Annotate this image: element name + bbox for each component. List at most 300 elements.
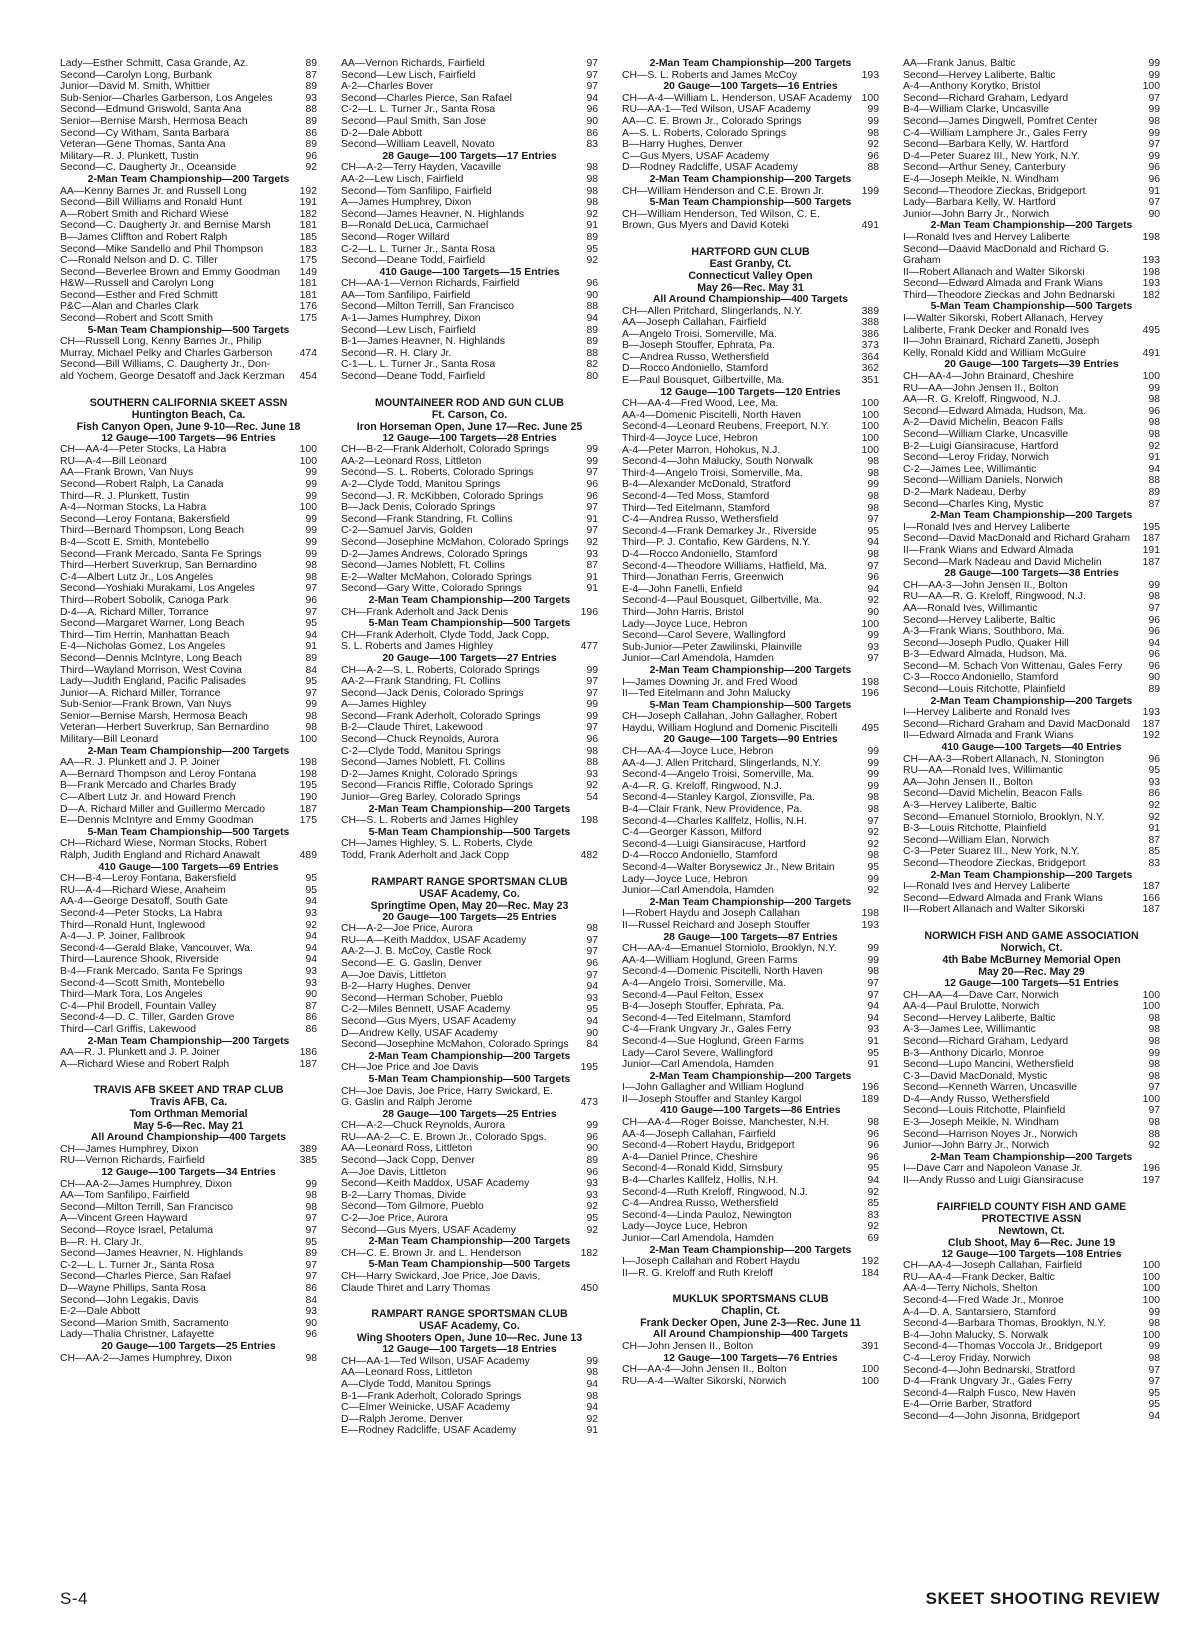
result-line (341, 1414, 598, 1426)
shooter-entry: Second-4—D. C. Tiller, Garden Grove (60, 1012, 235, 1024)
result-line (60, 502, 317, 514)
result-line (60, 151, 317, 163)
shooter-entry: Second-4—Stanley Kargol, Zionsville, Pa. (622, 792, 815, 804)
score: 96 (1148, 660, 1160, 672)
shooter-entry: Second—James Heavner, N. Highlands (60, 1248, 244, 1260)
shooter-entry: B—Harry Hughes, Denver (622, 139, 743, 151)
result-line (622, 468, 879, 480)
event-heading: 20 Gauge—100 Targets—90 Entries (663, 734, 838, 746)
score: 100 (861, 1375, 879, 1387)
shooter-entry: B-4—Scott E. Smith, Montebello (60, 536, 209, 548)
shooter-entry: CH—AA-4—Emanuel Storniolo, Brooklyn, N.Y. (622, 943, 837, 955)
shooter-entry: S. L. Roberts and James Highley (341, 641, 493, 653)
shooter-entry: A-4—Anthony Korytko, Bristol (903, 81, 1041, 93)
result-line (622, 1152, 879, 1164)
result-line (622, 1082, 879, 1094)
result-line (622, 1341, 879, 1353)
shooter-entry: A—Bernard Thompson and Leroy Fontana (60, 768, 257, 780)
score: 100 (861, 1364, 879, 1376)
shooter-entry: D—Ralph Jerome, Denver (341, 1413, 463, 1425)
score: 191 (299, 197, 317, 209)
result-line (622, 151, 879, 163)
event-heading: 2-Man Team Championship—200 Targets (87, 173, 290, 185)
result-line (622, 340, 879, 352)
shooter-entry: Second—Bill Williams, C. Daugherty Jr., Don- (60, 359, 271, 371)
score: 97 (867, 977, 879, 989)
score: 99 (586, 1120, 598, 1132)
shooter-entry: Second—Herman Schober, Pueblo (341, 992, 503, 1004)
event-heading: 2-Man Team Championship—200 Targets (368, 1236, 571, 1248)
shooter-entry: CH—AA-3—Robert Allanach, N. Stonington (903, 753, 1104, 765)
score: 192 (299, 185, 317, 197)
score: 100 (861, 421, 879, 433)
shooter-entry: Lady—Judith England, Pacific Palisades (60, 676, 246, 688)
shooter-entry: Second—William Leavell, Novato (341, 139, 495, 151)
shooter-entry: II—Russel Reichard and Joseph Stouffer (622, 919, 811, 931)
score: 97 (586, 934, 598, 946)
shooter-entry: C-2—James Lee, Willimantic (903, 463, 1037, 475)
score: 100 (1142, 1283, 1160, 1295)
result-line (622, 630, 879, 642)
result-line (60, 885, 317, 897)
score: 89 (305, 115, 317, 127)
score: 100 (1142, 1260, 1160, 1272)
shooter-entry: C-4—Phil Brodell, Fountain Valley (60, 1000, 217, 1012)
result-line (341, 1402, 598, 1414)
score: 98 (867, 804, 879, 816)
event-heading: 28 Gauge—100 Targets—38 Entries (944, 568, 1119, 580)
score: 96 (586, 1131, 598, 1143)
result-line (622, 1117, 879, 1129)
result-line (341, 1132, 598, 1144)
result-line (903, 684, 1160, 696)
shooter-entry: A-3—James Lee, Willimantic (903, 1024, 1036, 1036)
score: 97 (867, 514, 879, 526)
result-line (60, 128, 317, 140)
shooter-entry: D-2—Mark Nadeau, Derby (903, 486, 1026, 498)
score: 95 (586, 1004, 598, 1016)
result-line (903, 591, 1160, 603)
result-line (341, 981, 598, 993)
score: 93 (586, 1189, 598, 1201)
result-line (60, 989, 317, 1001)
result-line (622, 1233, 879, 1245)
result-line (903, 128, 1160, 140)
score: 94 (305, 954, 317, 966)
result-line (903, 533, 1160, 545)
shooter-entry: B—Jack Denis, Colorado Springs (341, 502, 496, 514)
score: 97 (867, 815, 879, 827)
shooter-entry: Junior—John Barry Jr., Norwich (903, 208, 1050, 220)
shooter-entry: H&W—Russell and Carolyn Long (60, 278, 214, 290)
event-heading: 2-Man Team Championship—200 Targets (649, 173, 852, 185)
shooter-entry: AA—Leonard Ross, Littleton (341, 1143, 473, 1155)
shooter-entry: Second—Paul Smith, San Jose (341, 115, 486, 127)
score: 93 (305, 1306, 317, 1318)
result-line (341, 537, 598, 549)
result-line (341, 746, 598, 758)
result-line (622, 874, 879, 886)
result-line (60, 1237, 317, 1249)
result-line (60, 699, 317, 711)
shooter-entry: Third—John Harris, Bristol (622, 606, 744, 618)
result-line (903, 475, 1160, 487)
result-line (903, 429, 1160, 441)
event-heading: 12 Gauge—100 Targets—51 Entries (944, 977, 1119, 989)
result-line (341, 116, 598, 128)
score: 94 (1148, 637, 1160, 649)
shooter-entry: CH—A-2—Joe Price, Aurora (341, 923, 473, 935)
score: 97 (1148, 1364, 1160, 1376)
score: 83 (1148, 857, 1160, 869)
score: 86 (305, 1283, 317, 1294)
score: 189 (861, 1093, 879, 1105)
shooter-entry: I—Robert Haydu and Joseph Callahan (622, 908, 800, 920)
event-heading: 12 Gauge—100 Targets—76 Entries (663, 1352, 838, 1364)
score: 98 (867, 467, 879, 479)
shooter-entry: CH—Frank Aderholt, Clyde Todd, Jack Copp, (341, 629, 550, 641)
result-line (60, 209, 317, 221)
shooter-entry: AA—Tom Sanfilipo, Fairfield (341, 289, 471, 301)
shooter-entry: B-4—John Malucky, S. Norwalk (903, 1329, 1049, 1341)
shooter-entry: Second—Tom Sanfilipo, Fairfield (341, 185, 492, 197)
shooter-entry: Lady—Barbara Kelly, W. Hartford (903, 197, 1056, 209)
shooter-entry: Second—Lew Lisch, Fairfield (341, 324, 476, 336)
score: 89 (305, 58, 317, 69)
score: 100 (1142, 1329, 1160, 1341)
result-line (341, 572, 598, 584)
shooter-entry: AA-4—Joseph Callahan, Fairfield (622, 1128, 776, 1140)
result-line (60, 896, 317, 908)
result-line (903, 661, 1160, 673)
shooter-entry: Second—S. L. Roberts, Colorado Springs (341, 467, 534, 479)
result-line (341, 1028, 598, 1040)
result-line (341, 665, 598, 677)
club-detail: Club Shoot, May 6—Rec. June 19 (947, 1236, 1116, 1249)
result-line (622, 943, 879, 955)
score: 473 (580, 1097, 598, 1109)
score: 389 (299, 1143, 317, 1155)
score: 97 (1148, 92, 1160, 104)
result-line (903, 186, 1160, 198)
shooter-entry: Third—Bernard Thompson, Long Beach (60, 525, 245, 537)
shooter-entry: B-4—Frank Mercado, Santa Fe Springs (60, 965, 243, 977)
event-heading: 12 Gauge—100 Targets—18 Entries (382, 1344, 557, 1356)
score: 187 (1142, 533, 1160, 545)
shooter-entry: CH—AA-4—Joyce Luce, Hebron (622, 746, 774, 758)
score: 98 (867, 1117, 879, 1129)
shooter-entry: D-4—Peter Suarez III., New York, N.Y. (903, 150, 1080, 162)
shooter-entry: Second—M. Schach Von Wittenau, Gales Ferry (903, 660, 1123, 672)
shooter-entry: RU—AA—Ronald Ives, Willimantic (903, 765, 1063, 777)
result-line (903, 383, 1160, 395)
club-detail: 4th Babe McBurney Memorial Open (942, 953, 1121, 966)
result-line (341, 278, 598, 290)
shooter-entry: CH—Allen Pritchard, Slingerlands, N.Y. (622, 305, 803, 317)
score: 99 (867, 479, 879, 491)
score: 175 (299, 255, 317, 267)
result-line (622, 850, 879, 862)
result-line (60, 278, 317, 290)
result-line (903, 1048, 1160, 1060)
score: 96 (1148, 173, 1160, 185)
result-line (60, 1329, 317, 1341)
shooter-entry: Second—Royce Israel, Petaluma (60, 1225, 214, 1237)
score: 149 (299, 266, 317, 278)
score: 86 (586, 127, 598, 139)
score: 99 (867, 769, 879, 781)
score: 98 (305, 722, 317, 734)
score: 100 (1142, 1271, 1160, 1283)
shooter-entry: Second-4—Peter Stocks, La Habra (60, 907, 223, 919)
result-line (622, 561, 879, 573)
score: 92 (586, 536, 598, 548)
event-heading: 12 Gauge—100 Targets—120 Entries (660, 386, 841, 398)
score: 91 (586, 220, 598, 232)
result-line (341, 1016, 598, 1028)
shooter-entry: CH—Joe Price and Joe Davis (341, 1062, 479, 1074)
score: 91 (586, 571, 598, 583)
result-line (622, 688, 879, 700)
result-line (622, 677, 879, 689)
shooter-entry: Second-4—Ralph Fusco, New Haven (903, 1387, 1076, 1399)
result-line (341, 93, 598, 105)
result-line (903, 800, 1160, 812)
result-line (903, 719, 1160, 731)
result-line (341, 549, 598, 561)
result-line (903, 638, 1160, 650)
club-detail: Travis AFB, Ca. (149, 1096, 228, 1109)
result-line (622, 758, 879, 770)
result-line (341, 1271, 598, 1283)
shooter-entry: C-4—Andrea Russo, Wethersfield (622, 1198, 779, 1210)
shooter-entry: RU—A—Keith Maddox, USAF Academy (341, 934, 527, 946)
shooter-entry: Third—P. J. Contafio, Kew Gardens, N.Y. (622, 537, 811, 549)
shooter-entry: CH—AA-3—John Jensen II., Bolton (903, 579, 1068, 591)
shooter-entry: CH—William Henderson and C.E. Brown Jr. (622, 185, 825, 197)
score: 98 (305, 1201, 317, 1213)
result-line (341, 1120, 598, 1132)
shooter-entry: AA-4—Domenic Piscitelli, North Haven (622, 409, 802, 421)
shooter-entry: B—James Cliffton and Robert Ralph (60, 231, 228, 243)
shooter-entry: Second-4—Domenic Piscitelli, North Haven (622, 966, 823, 978)
score: 100 (861, 398, 879, 410)
score: 91 (867, 1035, 879, 1047)
result-line (60, 757, 317, 769)
result-line (903, 557, 1160, 569)
shooter-entry: CH—AA—4—Dave Carr, Norwich (903, 989, 1059, 1001)
shooter-entry: II—Robert Allanach and Walter Sikorski (903, 266, 1085, 278)
result-line (903, 255, 1160, 267)
result-line (60, 1306, 317, 1318)
result-line (341, 70, 598, 82)
shooter-entry: B-2—Larry Thomas, Divide (341, 1189, 467, 1201)
shooter-entry: Second—Richard Graham and David MacDonald (903, 718, 1130, 730)
result-line (622, 162, 879, 174)
shooter-entry: B—Joseph Stouffer, Ephrata, Pa. (622, 340, 775, 352)
score: 97 (1148, 1082, 1160, 1094)
score: 83 (586, 139, 598, 151)
result-line (622, 1048, 879, 1060)
result-line (60, 665, 317, 677)
shooter-entry: Veteran—Gene Thomas, Santa Ana (60, 139, 226, 151)
result-line (903, 1140, 1160, 1152)
result-line (341, 348, 598, 360)
score: 193 (1142, 707, 1160, 719)
score: 87 (305, 1000, 317, 1012)
score: 87 (1148, 498, 1160, 510)
shooter-entry: I—Joseph Callahan and Robert Haydu (622, 1256, 800, 1268)
shooter-entry: B-3—Edward Almada, Hudson, Ma. (903, 649, 1068, 661)
shooter-entry: Second—Charles Pierce, San Rafael (341, 92, 512, 104)
score: 192 (1142, 730, 1160, 742)
shooter-entry: I—Ronald Ives and Hervey Laliberte (903, 231, 1070, 243)
score: 95 (1148, 1399, 1160, 1411)
club-detail: East Granby, Ct. (709, 257, 792, 270)
score: 182 (580, 1247, 598, 1259)
score: 97 (586, 722, 598, 734)
shooter-entry: RU—Vernon Richards, Fairfield (60, 1155, 205, 1167)
shooter-entry: AA-4—Terry Nichols, Shelton (903, 1283, 1038, 1295)
event-heading: 12 Gauge—100 Targets—34 Entries (101, 1167, 276, 1179)
result-line (341, 220, 598, 232)
shooter-entry: E-2—Walter McMahon, Colorado Springs (341, 571, 532, 583)
result-line (903, 1059, 1160, 1071)
club-detail: Ft. Carson, Co. (431, 408, 508, 421)
shooter-entry: A—Robert Smith and Richard Wiese (60, 208, 229, 220)
result-line (341, 81, 598, 93)
score: 99 (586, 1355, 598, 1367)
result-line (903, 499, 1160, 511)
result-line (341, 946, 598, 958)
result-line (60, 244, 317, 256)
score: 99 (867, 943, 879, 955)
club-name: RAMPART RANGE SPORTSMAN CLUB (371, 1308, 568, 1321)
result-line (341, 1190, 598, 1202)
event-heading: 20 Gauge—100 Targets—27 Entries (382, 652, 557, 664)
event-heading: 2-Man Team Championship—200 Targets (649, 664, 852, 676)
shooter-entry: Second—Chuck Reynolds, Aurora (341, 734, 499, 746)
score: 96 (1148, 626, 1160, 638)
score: 95 (867, 1047, 879, 1059)
result-line (341, 1425, 598, 1437)
score: 88 (305, 104, 317, 116)
result-line (341, 209, 598, 221)
result-line (903, 1163, 1160, 1175)
result-line (60, 1202, 317, 1214)
shooter-entry: Military—R. J. Plunkett, Tustin (60, 150, 199, 162)
result-line (622, 862, 879, 874)
score: 94 (586, 1015, 598, 1027)
shooter-entry: Second—Charles Pierce, San Rafael (60, 1271, 231, 1283)
result-line (903, 1117, 1160, 1129)
result-line (903, 788, 1160, 800)
shooter-entry: Second-4—Gerald Blake, Vancouver, Wa. (60, 942, 253, 954)
result-line (60, 711, 317, 723)
result-line (341, 58, 598, 70)
shooter-entry: B-4—Alexander McDonald, Stratford (622, 479, 791, 491)
shooter-entry: Second—Edward Almada and Frank Wians (903, 892, 1103, 904)
club-name: MOUNTAINEER ROD AND GUN CLUB (375, 396, 564, 409)
score: 489 (299, 850, 317, 861)
result-line (341, 1086, 598, 1098)
score: 198 (1142, 231, 1160, 243)
result-line (341, 1167, 598, 1179)
magazine-title: SKEET SHOOTING REVIEW (925, 1589, 1160, 1608)
result-line (341, 104, 598, 116)
score: 198 (861, 908, 879, 920)
shooter-entry: CH—AA-1—Vernon Richards, Fairfield (341, 278, 520, 290)
score: 94 (1148, 1410, 1160, 1422)
score: 99 (1148, 127, 1160, 139)
score: 88 (586, 347, 598, 359)
result-line (903, 846, 1160, 858)
score: 96 (586, 490, 598, 502)
result-line (60, 954, 317, 966)
shooter-entry: II—Joseph Stouffer and Stanley Kargol (622, 1093, 802, 1105)
shooter-entry: II—John Brainard, Richard Zanetti, Joseph (903, 336, 1100, 348)
score: 94 (867, 583, 879, 595)
result-line (622, 491, 879, 503)
result-line (60, 572, 317, 584)
result-line (622, 885, 879, 897)
result-line (903, 1024, 1160, 1036)
shooter-entry: Second—Leroy Fontana, Bakersfield (60, 513, 230, 525)
score: 96 (1148, 614, 1160, 626)
shooter-entry: E-3—Joseph Meikle, N. Windham (903, 1117, 1059, 1129)
score: 99 (867, 746, 879, 758)
result-line (341, 456, 598, 468)
score: 187 (1142, 904, 1160, 916)
event-heading: 2-Man Team Championship—200 Targets (930, 695, 1133, 707)
event-heading: 2-Man Team Championship—200 Targets (87, 1035, 290, 1047)
shooter-entry: A-4—Norman Stocks, La Habra (60, 502, 207, 514)
shooter-entry: A—S. L. Roberts, Colorado Springs (622, 127, 787, 139)
score: 99 (305, 536, 317, 548)
event-heading: 20 Gauge—100 Targets—25 Entries (101, 1340, 276, 1352)
shooter-entry: A-2—Charles Bover (341, 81, 434, 93)
score: 198 (861, 676, 879, 688)
shooter-entry: Second—E. G. Gaslin, Denver (341, 957, 482, 969)
result-line (341, 491, 598, 503)
page-number: S-4 (60, 1589, 88, 1608)
result-line (60, 966, 317, 978)
event-heading: 2-Man Team Championship—200 Targets (368, 1050, 571, 1062)
shooter-entry: Lady—Esther Schmitt, Casa Grande, Az. (60, 58, 249, 69)
result-line (622, 526, 879, 538)
result-line (622, 549, 879, 561)
score: 90 (1148, 208, 1160, 220)
score: 100 (861, 618, 879, 630)
score: 97 (586, 946, 598, 958)
club-detail: May 26—Rec. May 31 (697, 281, 804, 294)
result-line (622, 920, 879, 932)
result-line (903, 406, 1160, 418)
score: 100 (1142, 1295, 1160, 1306)
shooter-entry: I—James Downing Jr. and Fred Wood (622, 676, 798, 688)
score: 196 (861, 688, 879, 700)
result-line (60, 371, 317, 383)
score: 454 (299, 371, 317, 383)
shooter-entry: C-4—Georger Kasson, Milford (622, 827, 762, 839)
result-line (341, 1356, 598, 1368)
score: 90 (586, 289, 598, 301)
shooter-entry: A—Joe Davis, Littleton (341, 969, 447, 981)
result-line (903, 209, 1160, 221)
result-line (622, 595, 879, 607)
result-line (903, 58, 1160, 70)
shooter-entry: Second—Josephine McMahon, Colorado Springs (341, 536, 569, 548)
